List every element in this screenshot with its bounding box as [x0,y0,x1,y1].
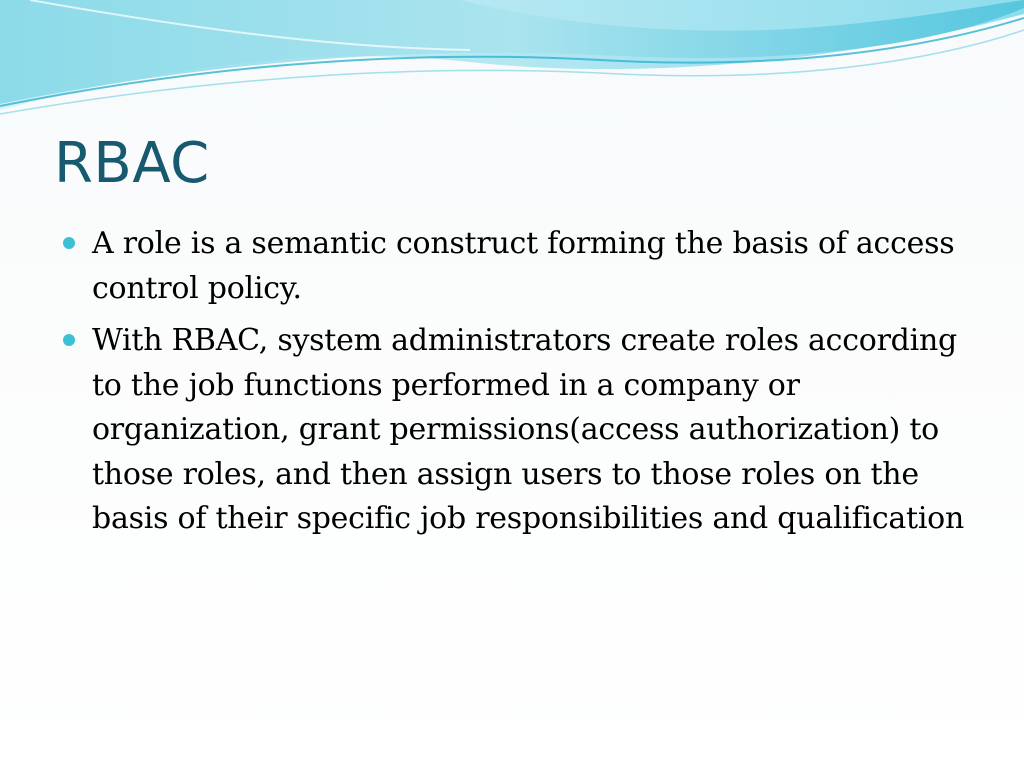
bullet-item [62,222,992,311]
bullet-item [62,319,992,542]
bullet-list [62,222,992,550]
bullet-text: With RBAC, system administrators create roles according to the job functions performed in a company or organization, grant permissions(access authorization) to those roles, and then assign users to those roles on the basis of their specific job responsibilities and qualification [92,323,965,536]
slide-title: RBAC [54,131,210,196]
bullet-text: A role is a semantic construct forming the basis of access control policy. [92,226,955,306]
bullet-dot-icon [63,237,75,249]
bullet-dot-icon [63,334,75,346]
header-wave-decoration [0,0,1024,130]
